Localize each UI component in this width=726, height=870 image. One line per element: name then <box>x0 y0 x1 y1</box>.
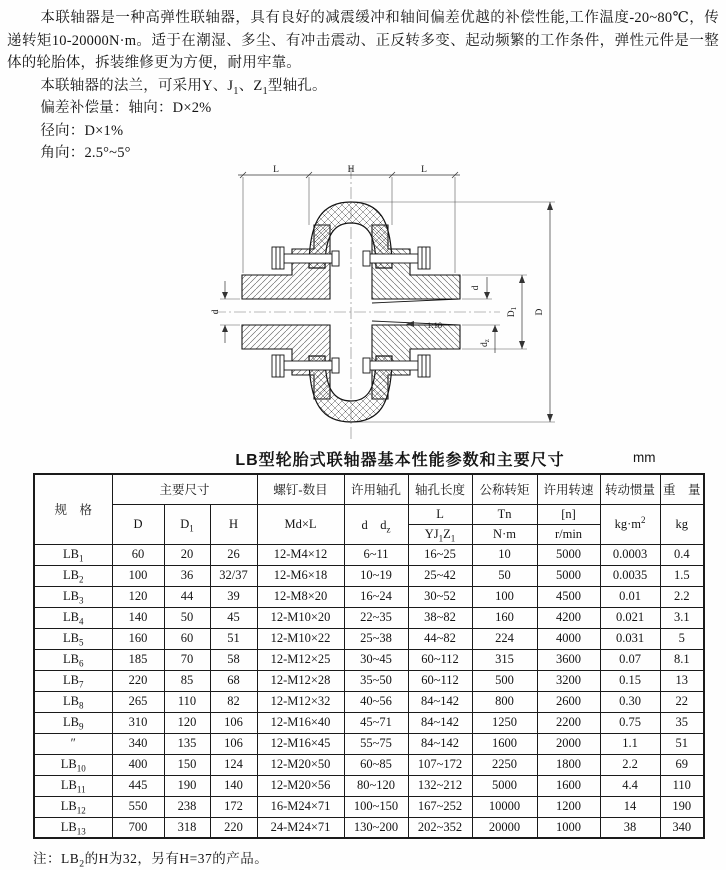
header-main-dims: 主要尺寸 <box>112 474 257 504</box>
table-cell: 12-M12×28 <box>257 670 344 691</box>
intro-block <box>7 7 719 165</box>
table-cell: 20000 <box>472 817 537 838</box>
table-cell: 12-M4×12 <box>257 544 344 565</box>
header-inertia: 转动惯量 <box>600 474 660 504</box>
table-cell: 6~11 <box>344 544 408 565</box>
table-cell: 106 <box>210 712 257 733</box>
table-cell: 0.0003 <box>600 544 660 565</box>
table-cell: 80~120 <box>344 775 408 796</box>
table-cell: $LB_4$ <box>34 607 112 628</box>
table-cell: 84~142 <box>408 712 472 733</box>
table-cell: 0.021 <box>600 607 660 628</box>
header-torque: 公称转矩 <box>472 474 537 504</box>
table-cell: 4.4 <box>600 775 660 796</box>
table-cell: 0.75 <box>600 712 660 733</box>
table-cell: 0.15 <box>600 670 660 691</box>
header-n: [n] <box>537 504 600 524</box>
table-cell: 0.4 <box>660 544 704 565</box>
table-cell: 106 <box>210 733 257 754</box>
table-cell: $LB_{10}$ <box>34 754 112 775</box>
header-screws: 螺钉-数目 <box>257 474 344 504</box>
table-cell: 4000 <box>537 628 600 649</box>
table-cell: 110 <box>660 775 704 796</box>
header-bore: 许用轴孔 <box>344 474 408 504</box>
table-cell: 140 <box>112 607 164 628</box>
table-cell: 265 <box>112 691 164 712</box>
table-cell: 14 <box>600 796 660 817</box>
table-cell: 51 <box>210 628 257 649</box>
table-cell: 12-M10×20 <box>257 607 344 628</box>
table-cell: 22~35 <box>344 607 408 628</box>
table-cell: 100~150 <box>344 796 408 817</box>
table-cell: 60~112 <box>408 649 472 670</box>
table-cell: 3200 <box>537 670 600 691</box>
compensation-axial-line <box>7 97 719 120</box>
header-spec: 规 格 <box>34 474 112 544</box>
table-row <box>34 817 704 838</box>
footnote: 注：$LB_2$的H为32，另有H=37的产品。 <box>33 851 269 870</box>
table-cell: 190 <box>660 796 704 817</box>
table-cell: 36 <box>164 565 210 586</box>
table-cell: 0.07 <box>600 649 660 670</box>
table-cell: 185 <box>112 649 164 670</box>
table-cell: 10~19 <box>344 565 408 586</box>
table-cell: 445 <box>112 775 164 796</box>
table-cell: 5000 <box>537 565 600 586</box>
table-cell: 60 <box>112 544 164 565</box>
table-cell: 5 <box>660 628 704 649</box>
dim-label-d-right: d <box>471 285 481 291</box>
table-cell: $LB_1$ <box>34 544 112 565</box>
table-cell: 12-M16×40 <box>257 712 344 733</box>
table-cell: 12-M6×18 <box>257 565 344 586</box>
dim-label-H: H <box>347 165 355 175</box>
table-cell: 310 <box>112 712 164 733</box>
table-row <box>34 712 704 733</box>
table-cell: 45 <box>210 607 257 628</box>
spec-table-body <box>34 544 704 838</box>
intro-paragraph-2: 本联轴器的法兰，可采用Y、$J_1$、$Z_1$型轴孔。 <box>40 77 327 97</box>
table-title: LB型轮胎式联轴器基本性能参数和主要尺寸 <box>235 452 565 469</box>
table-cell: 60~112 <box>408 670 472 691</box>
header-rmin: r/min <box>537 524 600 544</box>
table-cell: 110 <box>164 691 210 712</box>
table-cell: 1600 <box>472 733 537 754</box>
table-row <box>34 733 704 754</box>
table-cell: 38~82 <box>408 607 472 628</box>
table-cell: 100 <box>112 565 164 586</box>
table-cell: 4500 <box>537 586 600 607</box>
table-cell: 220 <box>210 817 257 838</box>
compensation-radial: 径向：D×1% <box>40 122 124 139</box>
table-cell: 8.1 <box>660 649 704 670</box>
table-cell: 10000 <box>472 796 537 817</box>
table-cell: $LB_6$ <box>34 649 112 670</box>
table-cell: 16-M24×71 <box>257 796 344 817</box>
header-weight: 重 量 <box>660 474 704 504</box>
table-cell: 20 <box>164 544 210 565</box>
dim-label-dz: $d_z$ <box>480 339 491 347</box>
compensation-axial: 轴向：D×2% <box>128 100 212 116</box>
table-cell: 82 <box>210 691 257 712</box>
table-row <box>34 649 704 670</box>
table-cell: 2200 <box>537 712 600 733</box>
table-row <box>34 586 704 607</box>
table-cell: 39 <box>210 586 257 607</box>
table-cell: 500 <box>472 670 537 691</box>
dim-label-L-left: L <box>273 165 279 175</box>
table-cell: $LB_{13}$ <box>34 817 112 838</box>
table-cell: 38 <box>600 817 660 838</box>
header-MdxL: Md×L <box>257 504 344 544</box>
table-cell: $LB_8$ <box>34 691 112 712</box>
header-YJZ: $YJ_1Z_1$ <box>408 524 472 544</box>
table-row <box>34 754 704 775</box>
coupling-cross-section-drawing <box>118 163 568 445</box>
header-kgm2: $kg\cdot m^2$ <box>600 504 660 544</box>
table-cell: 1600 <box>537 775 600 796</box>
table-cell: 220 <box>112 670 164 691</box>
table-cell: 3600 <box>537 649 600 670</box>
table-cell: 318 <box>164 817 210 838</box>
spec-table <box>33 473 705 839</box>
table-cell: 16~24 <box>344 586 408 607</box>
table-cell: 12-M12×32 <box>257 691 344 712</box>
table-cell: 340 <box>660 817 704 838</box>
table-cell: 26 <box>210 544 257 565</box>
header-D1: $D_1$ <box>164 504 210 544</box>
table-cell: 12-M12×25 <box>257 649 344 670</box>
table-cell: 1800 <box>537 754 600 775</box>
table-cell: 224 <box>472 628 537 649</box>
table-cell: 84~142 <box>408 733 472 754</box>
table-cell: 35 <box>660 712 704 733</box>
table-cell: 30~52 <box>408 586 472 607</box>
table-cell: 2.2 <box>600 754 660 775</box>
table-cell: 30~45 <box>344 649 408 670</box>
taper-label: 1:10 <box>427 320 443 330</box>
table-cell: 40~56 <box>344 691 408 712</box>
table-cell: 35~50 <box>344 670 408 691</box>
table-cell: 190 <box>164 775 210 796</box>
table-cell: 315 <box>472 649 537 670</box>
table-row <box>34 544 704 565</box>
header-Tn: Tn <box>472 504 537 524</box>
table-cell: 550 <box>112 796 164 817</box>
header-Nm: N·m <box>472 524 537 544</box>
table-cell: 68 <box>210 670 257 691</box>
table-cell: 5000 <box>472 775 537 796</box>
table-cell: 5000 <box>537 544 600 565</box>
table-cell: 12-M16×45 <box>257 733 344 754</box>
table-cell: 172 <box>210 796 257 817</box>
header-speed: 许用转速 <box>537 474 600 504</box>
table-cell: 25~38 <box>344 628 408 649</box>
table-cell: 0.031 <box>600 628 660 649</box>
table-cell: 167~252 <box>408 796 472 817</box>
table-cell: 44~82 <box>408 628 472 649</box>
table-cell: 0.0035 <box>600 565 660 586</box>
table-cell: 124 <box>210 754 257 775</box>
compensation-angular: 角向：2.5°~5° <box>40 145 131 161</box>
header-L: L <box>408 504 472 524</box>
table-cell: 50 <box>472 565 537 586</box>
table-cell: 12-M20×50 <box>257 754 344 775</box>
table-cell: 202~352 <box>408 817 472 838</box>
table-cell: 58 <box>210 649 257 670</box>
table-cell: 10 <box>472 544 537 565</box>
table-cell: 55~75 <box>344 733 408 754</box>
table-cell: 160 <box>472 607 537 628</box>
table-cell: 1250 <box>472 712 537 733</box>
header-H: H <box>210 504 257 544</box>
table-cell: 1000 <box>537 817 600 838</box>
intro-paragraph-1: 本联轴器是一种高弹性联轴器，具有良好的减震缓冲和轴间偏差优越的补偿性能,工作温度-20~80℃，传递转矩10-20000N·m。适于在潮湿、多尘、有冲击震动、正反转多变、起动频繁的工作条件，弹性元件是一整体的轮胎体，拆装维修更为方便，耐用牢靠。 <box>7 10 719 71</box>
table-cell: 800 <box>472 691 537 712</box>
dim-label-L-right: L <box>421 165 427 175</box>
table-cell: 2250 <box>472 754 537 775</box>
table-cell: 22 <box>660 691 704 712</box>
table-cell: ″ <box>34 733 112 754</box>
table-cell: 0.01 <box>600 586 660 607</box>
compensation-label: 偏差补偿量： <box>40 100 129 116</box>
header-kg: kg <box>660 504 704 544</box>
table-cell: $LB_3$ <box>34 586 112 607</box>
table-cell: 60 <box>164 628 210 649</box>
table-cell: 12-M8×20 <box>257 586 344 607</box>
table-cell: 100 <box>472 586 537 607</box>
table-cell: 32/37 <box>210 565 257 586</box>
table-cell: 0.30 <box>600 691 660 712</box>
dim-label-d-left: d <box>211 309 221 315</box>
table-cell: 340 <box>112 733 164 754</box>
table-cell: $LB_9$ <box>34 712 112 733</box>
table-cell: 4200 <box>537 607 600 628</box>
table-cell: 135 <box>164 733 210 754</box>
dim-label-D1: $D_1$ <box>507 306 518 318</box>
table-row <box>34 628 704 649</box>
table-cell: 50 <box>164 607 210 628</box>
table-cell: 130~200 <box>344 817 408 838</box>
table-cell: $LB_5$ <box>34 628 112 649</box>
table-cell: 12-M20×56 <box>257 775 344 796</box>
table-cell: 1.1 <box>600 733 660 754</box>
table-cell: 238 <box>164 796 210 817</box>
table-cell: 107~172 <box>408 754 472 775</box>
table-cell: 120 <box>112 586 164 607</box>
dim-label-D: D <box>535 308 545 316</box>
table-cell: 2.2 <box>660 586 704 607</box>
table-cell: 13 <box>660 670 704 691</box>
table-cell: 2600 <box>537 691 600 712</box>
table-cell: 700 <box>112 817 164 838</box>
table-cell: 150 <box>164 754 210 775</box>
table-cell: 24-M24×71 <box>257 817 344 838</box>
table-cell: $LB_7$ <box>34 670 112 691</box>
table-row <box>34 607 704 628</box>
table-cell: $LB_2$ <box>34 565 112 586</box>
table-cell: 1200 <box>537 796 600 817</box>
header-bore-len: 轴孔长度 <box>408 474 472 504</box>
table-cell: 44 <box>164 586 210 607</box>
table-cell: 132~212 <box>408 775 472 796</box>
table-cell: 140 <box>210 775 257 796</box>
table-cell: $LB_{12}$ <box>34 796 112 817</box>
table-cell: 16~25 <box>408 544 472 565</box>
table-cell: 85 <box>164 670 210 691</box>
table-row <box>34 670 704 691</box>
table-row <box>34 691 704 712</box>
header-d-dz: d $d_z$ <box>344 504 408 544</box>
table-cell: $LB_{11}$ <box>34 775 112 796</box>
table-cell: 1.5 <box>660 565 704 586</box>
table-cell: 60~85 <box>344 754 408 775</box>
table-cell: 25~42 <box>408 565 472 586</box>
table-cell: 51 <box>660 733 704 754</box>
table-row <box>34 565 704 586</box>
table-cell: 400 <box>112 754 164 775</box>
table-cell: 160 <box>112 628 164 649</box>
table-cell: 2000 <box>537 733 600 754</box>
table-row <box>34 796 704 817</box>
table-cell: 3.1 <box>660 607 704 628</box>
table-cell: 120 <box>164 712 210 733</box>
table-row <box>34 775 704 796</box>
table-cell: 69 <box>660 754 704 775</box>
table-cell: 84~142 <box>408 691 472 712</box>
table-cell: 70 <box>164 649 210 670</box>
header-D: D <box>112 504 164 544</box>
table-cell: 45~71 <box>344 712 408 733</box>
table-unit: mm <box>633 450 656 465</box>
table-cell: 12-M10×22 <box>257 628 344 649</box>
